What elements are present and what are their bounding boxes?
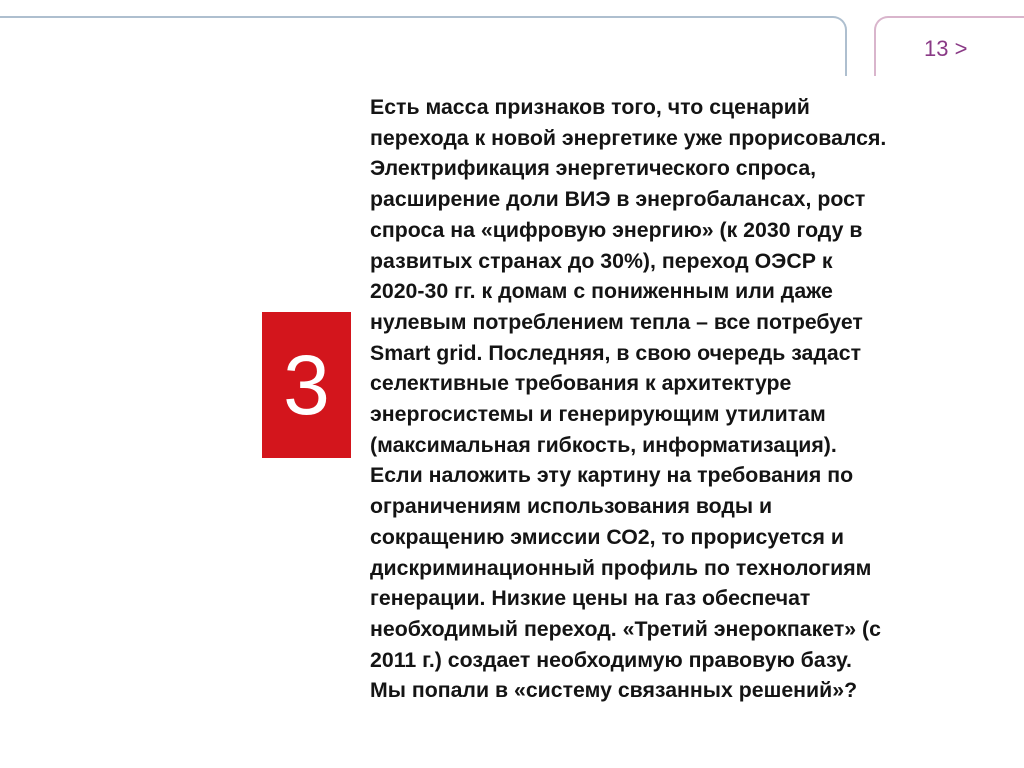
body-line: генерации. Низкие цены на газ обеспечат [370, 586, 811, 611]
section-number-badge [262, 312, 351, 458]
body-line: расширение доли ВИЭ в энергобалансах, рост [370, 187, 866, 212]
body-line: ограничениям использования воды и [370, 494, 773, 519]
body-line: Если наложить эту картину на требования по [370, 463, 854, 488]
body-line: перехода к новой энергетике уже прорисовался. [370, 125, 887, 150]
section-number: 3 [283, 338, 330, 432]
body-line: Есть масса признаков того, что сценарий [370, 95, 810, 119]
page-number-next-link[interactable]: 13 > [924, 36, 968, 61]
body-line: 2020-30 гг. к домам с пониженным или даже [370, 279, 833, 304]
body-line: спроса на «цифровую энергию» (к 2030 году в [370, 217, 863, 242]
body-text [370, 92, 1010, 706]
body-line: 2011 г.) создает необходимую правовую базу. [370, 647, 852, 672]
body-line: селективные требования к архитектуре [370, 371, 792, 396]
body-line: Электрификация энергетического спроса, [370, 156, 817, 181]
body-line: сокращению эмиссии СО2, то прорисуется и [370, 524, 844, 549]
body-line: Smart grid. Последняя, в свою очередь задаст [370, 340, 862, 365]
body-line: (максимальная гибкость, информатизация). [370, 432, 837, 457]
body-line: нулевым потреблением тепла – все потребует [370, 309, 863, 334]
body-line: необходимый переход. «Третий энерокпакет» (с [370, 616, 881, 641]
body-line: энергосистемы и генерирующим утилитам [370, 402, 826, 427]
body-line: Мы попали в «систему связанных решений»? [370, 678, 858, 703]
body-line: развитых странах до 30%), переход ОЭСР к [370, 248, 833, 273]
body-line: дискриминационный профиль по технологиям [370, 555, 872, 580]
header-frame-line-left [0, 16, 847, 76]
